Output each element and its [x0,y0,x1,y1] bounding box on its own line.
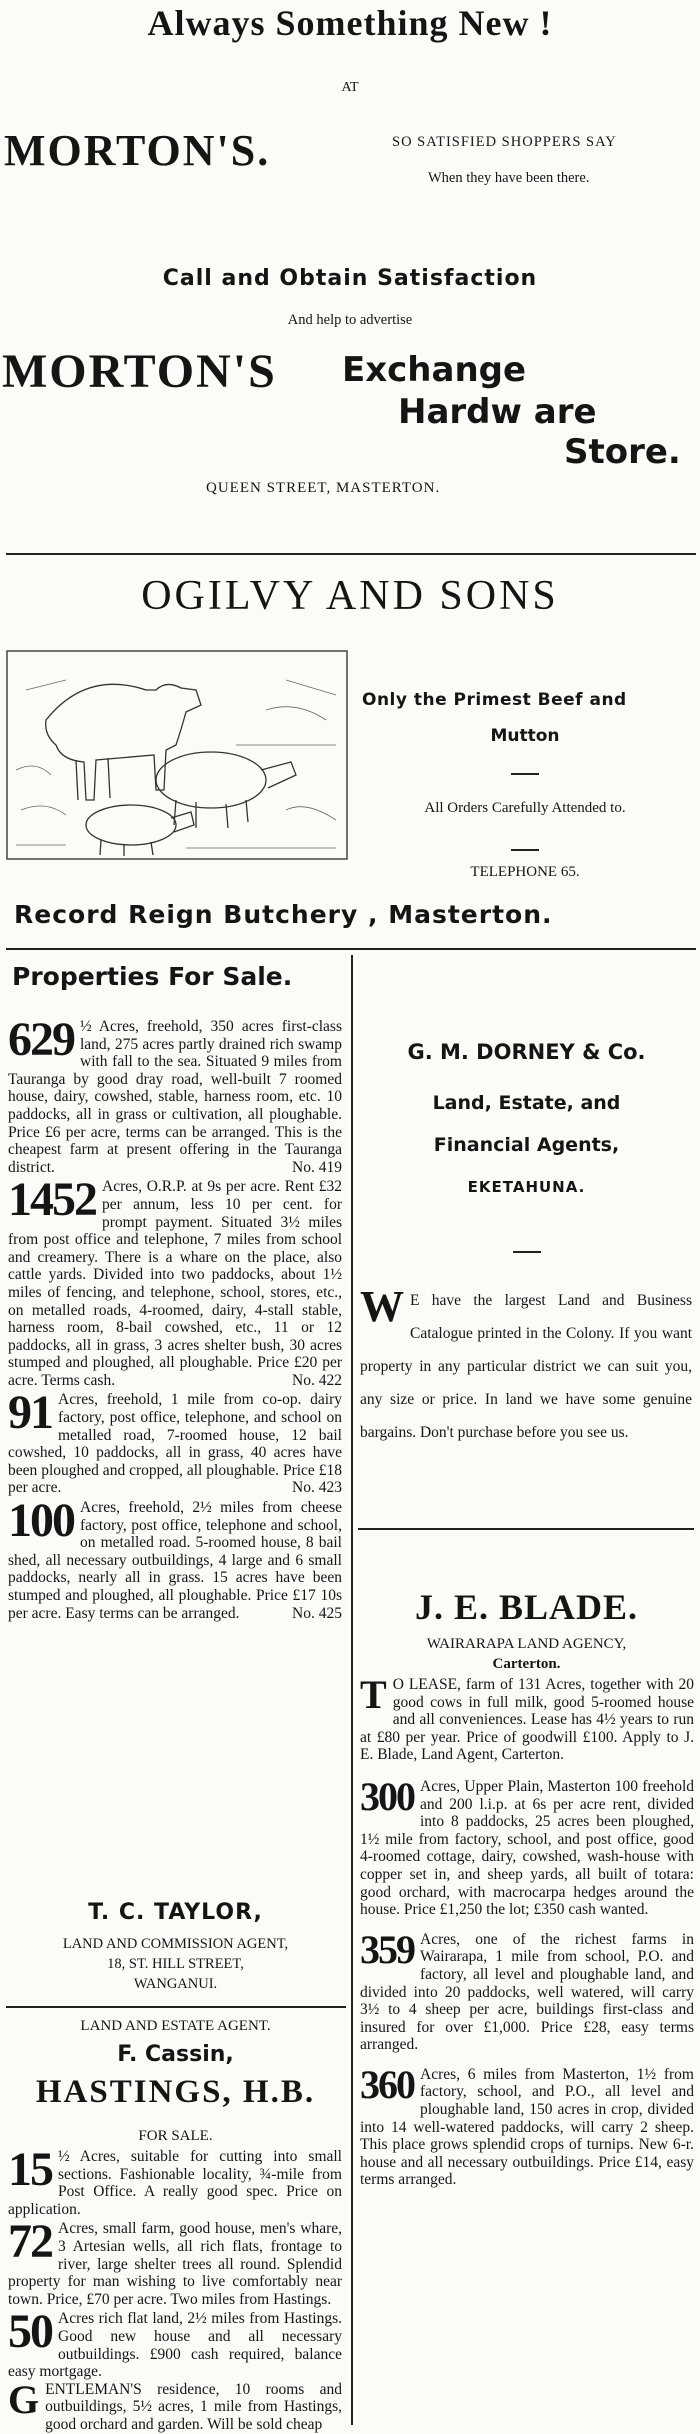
cassin-place: HASTINGS, H.B. [35,2074,316,2110]
taylor-line2: 18, ST. HILL STREET, [107,1956,244,1972]
lease-notice [360,1672,694,1764]
listing-number: 100 [8,1494,74,1548]
listing-ref: No. 423 [292,1479,342,1497]
listing-text: ½ Acres, freehold, 350 acres first-class land, 275 acres partly drained rich swamp with fall to the sea. Situated 9 miles from Tauranga by good dray road, well-built 7 roomed house, dairy, cowshed, stable, harness room, etc. 10 paddocks, all in grass or cultivation, all ploughable. Price £6 per acre, terms can be arranged. This is the cheapest farm at present offering in the Tauranga district. [8,1018,342,1176]
dorney-name: G. M. DORNEY & Co. [407,1040,646,1064]
listing-text: Acres, O.R.P. at 9s per acre. Rent £32 per annum, less 10 per cent. for prompt payment. Situated 3½ miles from post office and telephone, 7 miles from school and creamery. There is a whare on the place, also cattle yards. Divided into two paddocks, about 1½ miles of fencing, and telephone, school, stores, etc., on metalled roads, 4-roomed, dairy, 4-stall stable, harness room, 8-bail cowshed, etc., 11 or 12 paddocks, all in grass, 3 acres shelter bush, 30 acres stumped and ploughed, all ploughable. Price £20 per acre. Terms cash. [8,1178,342,1389]
ogilvy-orders: All Orders Carefully Attended to. [424,800,626,816]
taylor-line3: WANGANUI. [133,1976,218,1992]
dorney-line2: Financial Agents, [433,1134,620,1156]
divider [350,762,700,780]
listing-ref: No. 422 [292,1371,342,1389]
blade-name: J. E. BLADE. [414,1587,639,1627]
ogilvy-line2: Mutton [490,726,560,746]
listing-text: Acres, one of the richest farms in Wairarapa, 1 mile from school, P.O. and factory, all level and ploughable land, and divided into 20 paddocks, well watered, will carry 3½ to 4 sheep per acre, buildings first-class and insured for over £1,000. Price £28, easy terms arranged. [360,1930,694,2054]
ogilvy-title: OGILVY AND SONS [141,573,559,619]
dorney-line1: Land, Estate, and [432,1092,621,1114]
listing-number: 72 [8,2215,52,2269]
mortons-address: QUEEN STREET, MASTERTON. [206,480,441,496]
listing-text: ENTLEMAN'S residence, 10 rooms and outbuildings, 5½ acres, 1 mile from Hastings, good orchard and garden. Will be sold cheap [45,2380,342,2433]
listing-number: 15 [8,2143,52,2196]
mortons-name: MORTON'S. [4,126,271,175]
dorney-place: EKETAHUNA. [467,1178,586,1196]
listing-text: Acres, small farm, good house, men's whare, 3 Artesian wells, all rich flats, frontage to river, large shelter trees all round. Splendid property for man wishing to live comfortably near town. Price, £70 per acre. Two miles from Hastings. [8,2220,342,2308]
listing [8,2215,342,2308]
taylor-line1: LAND AND COMMISSION AGENT, [62,1936,289,1952]
lease-text: O LEASE, farm of 131 Acres, together with 20 good cows in full milk, good 5-roomed house and all conveniences. Lease has 4½ years to run at £80 per year. Price of goodwill £100. Apply to J. E. Blade, Land Agent, Carterton. [360,1676,694,1764]
listing [8,2305,342,2381]
divider [358,1528,694,1530]
listing-number: 91 [8,1386,52,1440]
blade-listings [360,1672,694,2189]
listing-text: Acres rich flat land, 2½ miles from Hastings. Good new house and all necessary outbuildings. £900 cash required, balance easy mortgage. [8,2310,342,2381]
listing-number: 50 [8,2305,52,2359]
listing-text: ½ Acres, suitable for cutting into small sections. Fashionable locality, ¾-mile from Post Office. A really good spec. Price on application. [8,2148,342,2218]
cassin-for-sale: FOR SALE. [138,2128,213,2144]
listing-text: Acres, 6 miles from Masterton, 1½ from factory, school, and P.O., all level and ploughable land, 150 acres in crop, divided into 14 well-watered paddocks, will carry 2 sheep. This place grows splendid crops of turnips. New 6-r. house and all necessary outbuildings. Price £14, easy terms arranged. [360,2065,694,2189]
dorney-text: E have the largest Land and Business Catalogue printed in the Colony. If you want property in any particular district we can suit you, any size or price. In land we have some genuine bargains. Don't purchase before you see us. [360,1292,692,1441]
listing [8,1013,342,1176]
listing [8,2376,342,2434]
mortons-exchange: Exchange [342,350,527,390]
listing [360,1926,694,2054]
taylor-listings [8,1013,342,1622]
mortons-help: And help to advertise [287,312,413,328]
column-divider [351,955,353,2425]
divider [353,1240,700,1258]
listing-text: Acres, freehold, 2½ miles from cheese factory, post office, telephone and school, on metalled road. 5-roomed house, 8 bail shed, all necessary outbuildings, 4 large and 6 small paddocks, nearly all in grass. 15 acres have been stumped and ploughed, all ploughable. Price £17 10s per acre. Easy terms can be arranged. [8,1499,342,1622]
mortons-call: Call and Obtain Satisfaction [162,266,538,291]
listing [8,2143,342,2218]
listing [8,1386,342,1497]
divider [6,2006,346,2008]
cassin-name: F. Cassin, [117,2042,234,2067]
mortons-slogan: SO SATISFIED SHOPPERS SAY [392,134,617,150]
listing [8,1494,342,1622]
ogilvy-telephone: TELEPHONE 65. [470,864,580,880]
ogilvy-line1: Only the Primest Beef and [362,690,627,710]
drop-cap: T [360,1672,387,1717]
divider [350,838,700,856]
listing-text: Acres, Upper Plain, Masterton 100 freehold and 200 l.i.p. at 6s per acre rent, divided into 8 paddocks, 25 acres been ploughed, 1½ mile from factory, school, and post office, good 4-roomed cottage, dairy, cowshed, wash-house with copper set in, and sheep yards, all built of totara: good orchard, with macrocarpa hedges around the house. Price £1,250 the lot; £350 cash wanted. [360,1777,694,1919]
mortons-store: Store. [564,432,681,472]
properties-heading: Properties For Sale. [12,962,293,991]
mortons-slogan2: When they have been there. [428,170,590,186]
listing-ref: No. 419 [292,1158,342,1176]
drop-cap: W [360,1282,404,1331]
taylor-name: T. C. TAYLOR, [88,1900,263,1925]
divider [6,948,696,950]
listing [8,1173,342,1389]
cattle-illustration [6,650,348,860]
listing-number: 1452 [8,1173,96,1227]
blade-place: Carterton. [492,1656,561,1672]
listing [360,2061,694,2189]
divider [6,553,696,555]
listing-text: Acres, freehold, 1 mile from co-op. dairy factory, post office, telephone, and school on metalled road, 7-roomed house, 12 bail cowshed, 10 paddocks, all in grass, 40 acres have been ploughed and cropped, all ploughable. Price £18 per acre. [8,1391,342,1497]
mortons-hardware: Hardw are [398,392,597,432]
listing-number: 300 [360,1773,414,1819]
listing-ref: No. 425 [292,1604,342,1622]
drop-cap: G [8,2376,40,2422]
listing-number: 359 [360,1926,414,1972]
mortons-at: AT [341,80,359,95]
listing [360,1773,694,1919]
mortons-headline: Always Something New ! [147,3,553,43]
ogilvy-footer: Record Reign Butchery , Masterton. [14,900,553,929]
dorney-body [360,1284,692,1449]
blade-agency: WAIRARAPA LAND AGENCY, [426,1636,627,1652]
mortons-name2: MORTON'S [2,345,277,398]
listing-number: 629 [8,1013,74,1066]
cassin-title: LAND AND ESTATE AGENT. [80,2018,271,2034]
listing-number: 360 [360,2061,414,2107]
cassin-listings [8,2143,342,2434]
